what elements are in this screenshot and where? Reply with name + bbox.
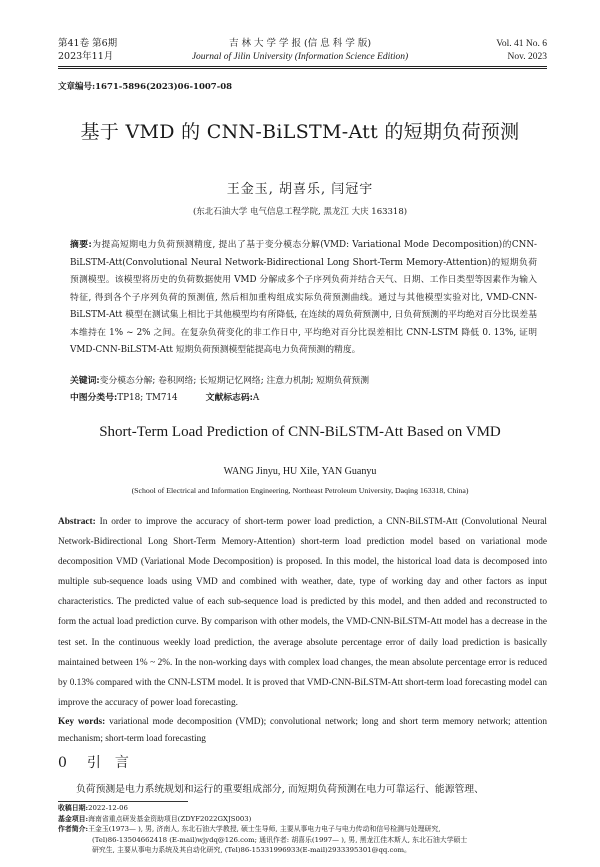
abstract-cn bbox=[70, 237, 537, 360]
keywords-cn-text: 变分模态分解; 卷积网络; 长短期记忆网络; 注意力机制; 短期负荷预测 bbox=[99, 376, 369, 386]
clc-label: 中图分类号: bbox=[70, 393, 118, 403]
header-volume-en: Vol. 41 No. 6 bbox=[496, 39, 547, 49]
section-number: 0 bbox=[58, 755, 67, 771]
intro-paragraph: 负荷预测是电力系统规划和运行的重要组成部分, 而短期负荷预测在电力可靠运行、能源管理、 bbox=[76, 784, 484, 795]
header-rule-bottom bbox=[58, 68, 547, 69]
doc-code-value: A bbox=[252, 393, 260, 403]
abstract-en-label: Abstract: bbox=[58, 517, 96, 527]
authors-en: WANG Jinyu, HU Xile, YAN Guanyu bbox=[223, 466, 377, 477]
keywords-en bbox=[58, 714, 547, 748]
affiliation-en: (School of Electrical and Information Engineering, Northeast Petroleum University, Daqing 163318, China) bbox=[131, 486, 469, 495]
doc-code-label: 文献标志码: bbox=[205, 393, 253, 403]
fund-text: 海南省重点研发基金资助项目(ZDYF2022GXJS003) bbox=[88, 814, 252, 823]
page-title: 基于 VMD 的 CNN-BiLSTM-Att 的短期负荷预测 bbox=[80, 121, 520, 143]
article-number: 文章编号:1671-5896(2023)06-1007-08 bbox=[58, 82, 233, 92]
header-date: 2023年11月 bbox=[58, 51, 114, 62]
author-line-1: 王金玉(1973— ), 男, 济南人, 东北石油大学教授, 硕士生导师, 主要从事电力电子与电力传动和信号检测与处理研究, bbox=[88, 825, 441, 834]
footnote-fund bbox=[58, 814, 547, 825]
keywords-cn-label: 关键词: bbox=[70, 376, 100, 386]
header-volume: 第41卷 第6期 bbox=[58, 38, 118, 49]
section-title: 引 言 bbox=[86, 755, 129, 771]
footnote-author bbox=[58, 824, 547, 835]
section-heading bbox=[58, 752, 129, 772]
footnote-rule bbox=[58, 801, 188, 802]
footnotes bbox=[58, 803, 547, 856]
clc-value: TP18; TM714 bbox=[117, 393, 178, 403]
title-en: Short-Term Load Prediction of CNN-BiLSTM-Att Based on VMD bbox=[99, 424, 501, 440]
abstract-en-text: In order to improve the accuracy of short-term power load prediction, a CNN-BiLSTM-Att (Convolutional Neural Network-Bidirectional Long Short-Term Memory-Attention) short-term load prediction model based on variational mode decomposition VMD (Variational Mode Decomposition) is proposed. In this model, the historical load data is decomposed into multiple sub-sequence loads using VMD and combined with weather, date, type of working day and other factors as input characteristics. The predicted value of each sub-sequence load is predicted by this model, and then added and reconstructed to form the actual load prediction curve. By comparison with other models, the VMD-CNN-BiLSTM-Att model has a decrease in the test set. In the continuous weekly load prediction, the average absolute percentage error of daily load prediction is basically maintained between 1% ~ 2%. In the non-working days with complex load changes, the mean absolute percentage error is reduced by 0.13% compared with the CNN-LSTM model. It is proved that VMD-CNN-BiLSTM-Att short-term load forecasting model can improve the accuracy of power load forecasting. bbox=[58, 517, 548, 708]
header-journal-cn: 吉 林 大 学 学 报 (信 息 科 学 版) bbox=[228, 38, 372, 49]
abstract-en bbox=[58, 512, 547, 713]
footnote-author-line-2: (Tel)86-13504662418 (E-mail)wjydq@126.com; 通讯作者: 胡喜乐(1997— ), 男, 黑龙江佳木斯人, 东北石油大学硕士 bbox=[92, 835, 468, 844]
keywords-en-label: Key words: bbox=[58, 717, 106, 727]
header-date-en: Nov. 2023 bbox=[507, 52, 547, 62]
fund-label: 基金项目: bbox=[58, 814, 89, 823]
keywords-cn bbox=[70, 373, 537, 391]
authors-cn: 王金玉, 胡喜乐, 闫冠宇 bbox=[226, 182, 374, 197]
abstract-cn-label: 摘要: bbox=[70, 240, 92, 250]
keywords-en-text: variational mode decomposition (VMD); convolutional network; long and short term memory network; attention mechanism; short-term load forecasting bbox=[58, 717, 547, 744]
abstract-cn-text: 为提高短期电力负荷预测精度, 提出了基于变分模态分解(VMD: Variational Mode Decomposition)的CNN-BiLSTM-Att(Convolutional Neural Network-Bidirectional Long Short-Term Memory-Attention)的短期负荷预测模型。该模型将历史的负荷数据使用 VMD 分解成多个子序列负荷并结合天气、日期、工作日类型等因素作为输入特征, 得到各个子序列负荷的预测值, 然后相加重构组成实际负荷预测曲线。通过与其他模型实验对比, VMD-CNN-BiLSTM-Att 模型在测试集上相比于其他模型均有所降低, 在连续的周负荷预测中, 日负荷预测的平均绝对百分比误差基本维持在 1% ~ 2% 之间。在复杂负荷变化的非工作日中, 平均绝对百分比误差相比 CNN-LSTM 降低 0. 13%, 证明 VMD-CNN-BiLSTM-Att 短期负荷预测模型能提高电力负荷预测的精度。 bbox=[70, 240, 537, 355]
affiliation-cn: (东北石油大学 电气信息工程学院, 黑龙江 大庆 163318) bbox=[192, 207, 408, 217]
received-date: 2022-12-06 bbox=[88, 804, 128, 812]
footnote-author-line-3: 研究生, 主要从事电力系统及其自动化研究, (Tel)86-15331996933(E-mail)2933395301@qq.com。 bbox=[92, 846, 411, 855]
received-label: 收稿日期: bbox=[58, 804, 89, 812]
footnote-received bbox=[58, 803, 547, 814]
author-label: 作者简介: bbox=[58, 825, 89, 834]
header-journal-en: Journal of Jilin University (Information Science Edition) bbox=[191, 52, 409, 62]
classification-row bbox=[70, 390, 259, 408]
header-rule-top bbox=[58, 66, 547, 67]
